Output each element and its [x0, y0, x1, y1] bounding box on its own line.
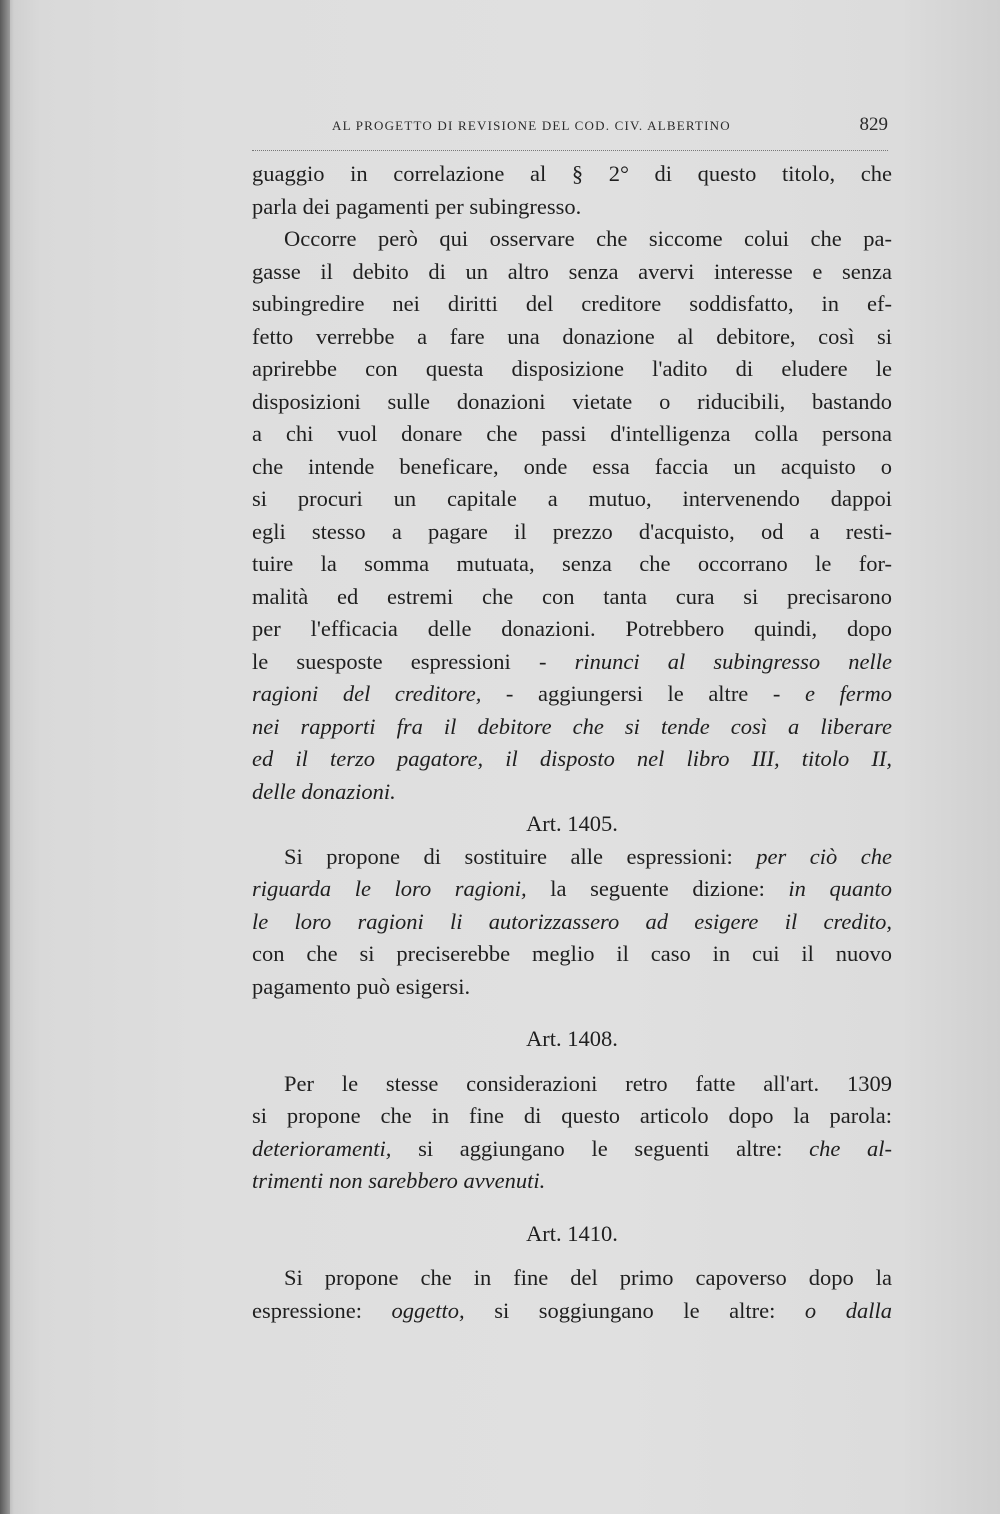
- text-line: aprirebbe con questa disposizione l'adito di eludere le: [252, 356, 892, 381]
- text-line: [252, 646, 892, 679]
- text-line: che intende beneficare, onde essa faccia un acquisto o: [252, 453, 892, 479]
- article-heading: Art. 1410.: [526, 1220, 618, 1246]
- article-heading: Art. 1408.: [526, 1026, 618, 1051]
- text-line: Occorre però qui osservare che siccome colui che pa-: [284, 226, 892, 251]
- italic-span: in quanto: [788, 876, 892, 901]
- italic-span: deterioramenti,: [252, 1135, 392, 1161]
- text-line: [252, 678, 892, 711]
- text-line: [252, 1295, 892, 1328]
- text-line: guaggio in correlazione al § 2° di questo titolo, che: [252, 161, 892, 186]
- text-line: tuire la somma mutuata, senza che occorrano le for-: [252, 551, 892, 576]
- text-line: egli stesso a pagare il prezzo d'acquisto, od a resti-: [252, 518, 892, 544]
- page-header: [252, 112, 892, 148]
- running-head: AL PROGETTO DI REVISIONE DEL COD. CIV. ALBERTINO: [332, 118, 731, 133]
- text-line: gasse il debito di un altro senza avervi interesse e senza: [252, 258, 892, 284]
- page-number: 829: [859, 114, 888, 135]
- text-line: parla dei pagamenti per subingresso.: [252, 193, 582, 219]
- book-spine-shadow: [0, 0, 10, 1514]
- text-line: con che si preciserebbe meglio il caso in cui il nuovo: [252, 941, 892, 966]
- text-span: la seguente dizione:: [526, 876, 789, 901]
- body-text: [252, 158, 892, 1327]
- text-line: [252, 1133, 892, 1166]
- italic-span: per ciò che: [756, 843, 892, 869]
- text-line: subingredire nei diritti del creditore soddisfatto, in ef-: [252, 291, 892, 316]
- text-span: si aggiungano le seguenti altre:: [391, 1135, 810, 1161]
- text-line: pagamento può esigersi.: [252, 973, 471, 999]
- text-line: fetto verrebbe a fare una donazione al debitore, così si: [252, 323, 892, 349]
- text-line: [252, 873, 892, 906]
- text-line: si propone che in fine di questo articolo dopo la parola:: [252, 1103, 892, 1128]
- text-span: Si propone di sostituire alle espressioni:: [284, 843, 757, 869]
- italic-span: e fermo: [804, 681, 892, 706]
- text-line: trimenti non sarebbero avvenuti.: [252, 1168, 546, 1193]
- text-line: le loro ragioni li autorizzassero ad esigere il credito,: [252, 908, 892, 934]
- text-line: Per le stesse considerazioni retro fatte all'art. 1309: [284, 1070, 892, 1096]
- italic-span: riguarda le loro ragioni,: [252, 876, 527, 901]
- text-line: delle donazioni.: [252, 778, 396, 804]
- italic-span: ragioni del creditore,: [252, 681, 482, 706]
- text-line: a chi vuol donare che passi d'intelligenza colla persona: [252, 421, 892, 446]
- italic-span: rinunci al subingresso nelle: [574, 648, 892, 674]
- text-line: malità ed estremi che con tanta cura si precisarono: [252, 583, 892, 609]
- text-line: si procuri un capitale a mutuo, intervenendo dappoi: [252, 486, 892, 511]
- text-line: disposizioni sulle donazioni vietate o riducibili, bastando: [252, 388, 892, 414]
- spacer: [252, 1003, 892, 1023]
- italic-span: oggetto,: [391, 1297, 465, 1323]
- italic-span: o dalla: [804, 1297, 892, 1323]
- text-line: nei rapporti fra il debitore che si tende così a liberare: [252, 713, 892, 739]
- spacer: [252, 1250, 892, 1262]
- spacer: [252, 1198, 892, 1218]
- text-line: per l'efficacia delle donazioni. Potrebbero quindi, dopo: [252, 616, 892, 641]
- text-line: [252, 841, 892, 874]
- text-span: espressione:: [252, 1297, 392, 1323]
- text-span: le suesposte espressioni -: [252, 648, 575, 674]
- spacer: [252, 1056, 892, 1068]
- article-heading: Art. 1405.: [526, 811, 618, 836]
- header-rule: [252, 150, 888, 151]
- text-span: si soggiungano le altre:: [464, 1297, 805, 1323]
- text-span: - aggiungersi le altre -: [481, 681, 805, 706]
- text-line: Si propone che in fine del primo capoverso dopo la: [284, 1265, 892, 1290]
- text-line: ed il terzo pagatore, il disposto nel libro III, titolo II,: [252, 746, 892, 771]
- italic-span: che al-: [809, 1135, 893, 1161]
